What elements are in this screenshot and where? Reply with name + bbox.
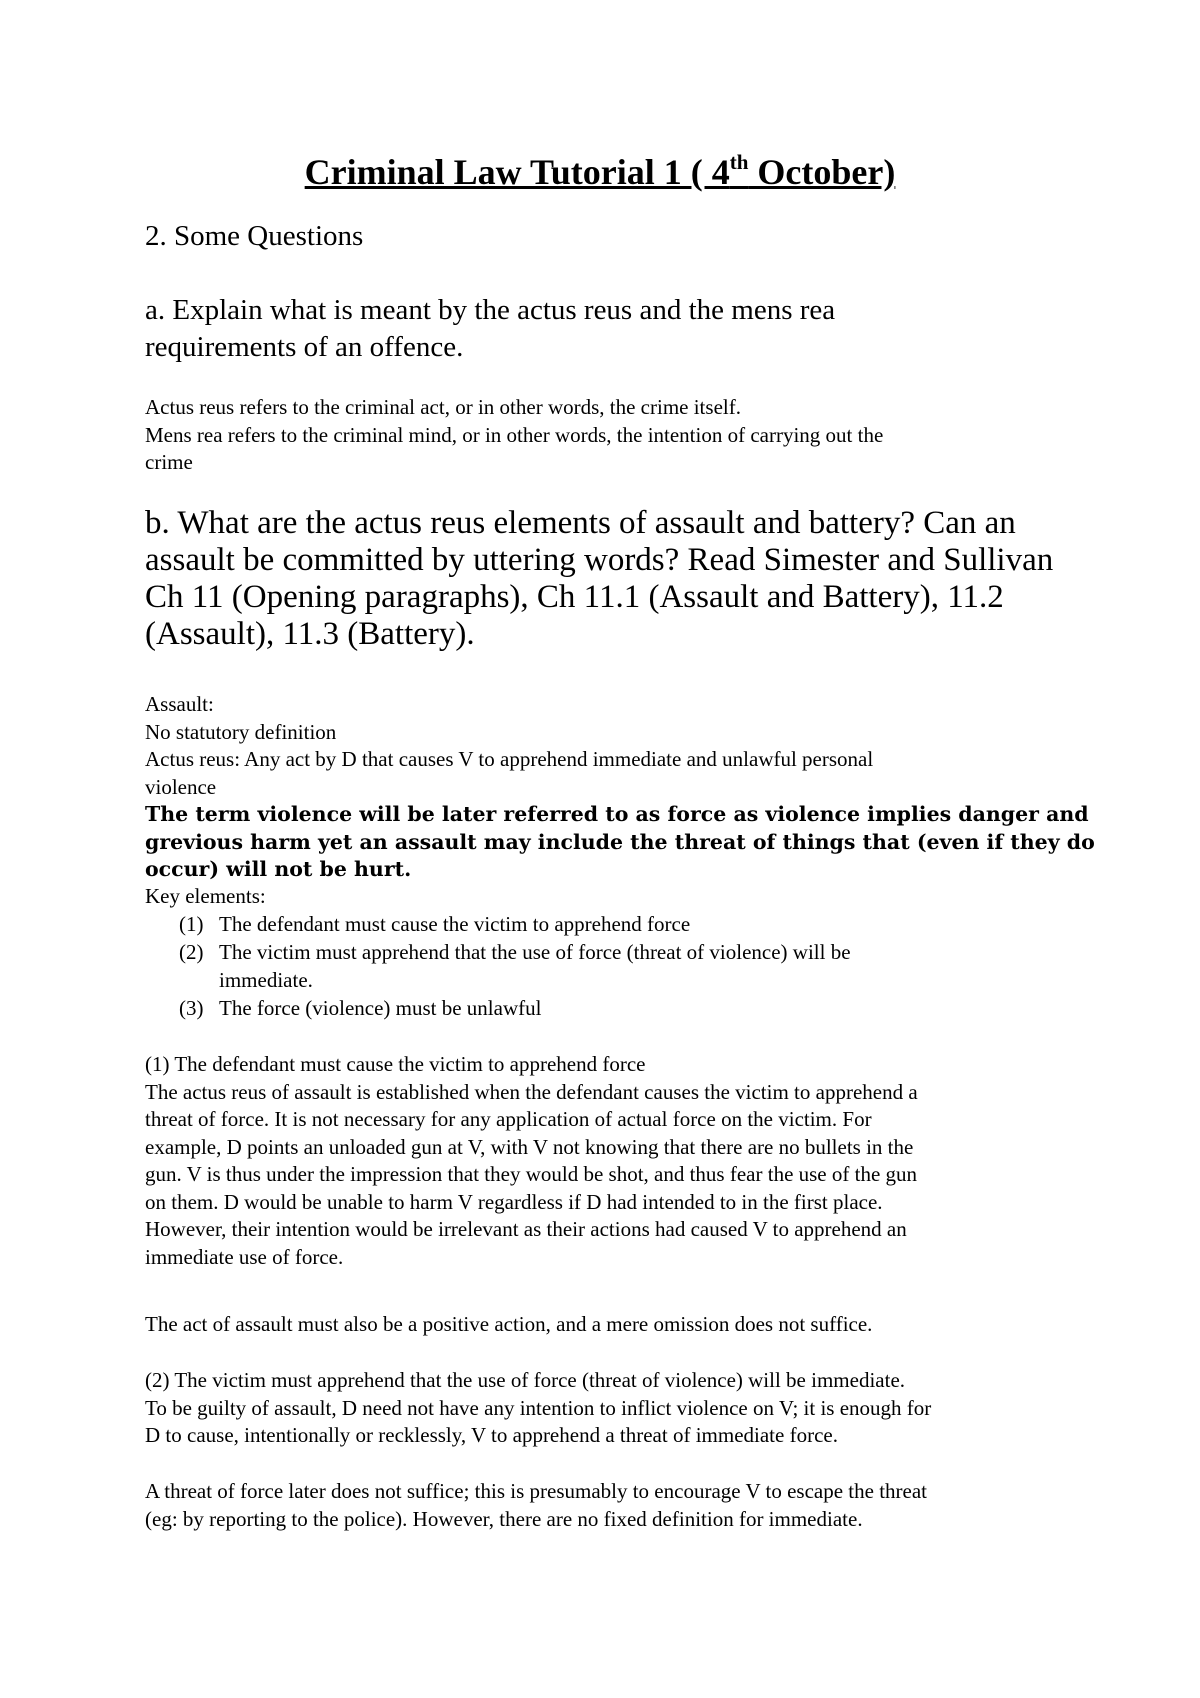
text-line: occur) will not be hurt. <box>145 857 412 881</box>
text-line: threat of force. It is not necessary for any application of actual force on the victim. For <box>145 1107 872 1131</box>
text-line: The term violence will be later referred to as force as violence implies danger and <box>145 802 1089 826</box>
text-line: Actus reus: Any act by D that causes V to apprehend immediate and unlawful personal <box>145 747 874 771</box>
text-line: However, their intention would be irrelevant as their actions had caused V to apprehend an <box>145 1217 907 1241</box>
text-line: (eg: by reporting to the police). However, there are no fixed definition for immediate. <box>145 1506 863 1531</box>
list-number: (2) <box>179 940 204 964</box>
assault-intro <box>145 691 1075 801</box>
page-title <box>0 150 1200 194</box>
text-line: The actus reus of assault is established when the defendant causes the victim to apprehend a <box>145 1079 918 1104</box>
text-line: immediate use of force. <box>145 1244 344 1269</box>
title-superscript: th <box>729 150 749 174</box>
list-text: The victim must apprehend that the use of force (threat of violence) will be <box>219 940 851 964</box>
list-text: The defendant must cause the victim to apprehend force <box>219 912 691 936</box>
list-number: (3) <box>179 996 204 1020</box>
question-b <box>145 505 1075 653</box>
text-line: Actus reus refers to the criminal act, or in other words, the crime itself. <box>145 395 741 419</box>
text-line: A threat of force later does not suffice; this is presumably to encourage V to escape the threat <box>145 1479 927 1503</box>
list-text: immediate. <box>219 968 313 992</box>
list-number: (1) <box>179 912 204 936</box>
text-line: a. Explain what is meant by the actus reus and the mens rea <box>145 294 836 326</box>
section-heading: 2. Some Questions <box>145 220 364 252</box>
text-line: gun. V is thus under the impression that they would be shot, and thus fear the use of the gun <box>145 1162 918 1186</box>
paragraph-threat-later <box>145 1478 1075 1533</box>
title-text-end: October) <box>748 152 896 192</box>
text-line: Mens rea refers to the criminal mind, or in other words, the intention of carrying out the <box>145 422 884 447</box>
text-line: Assault: <box>145 692 214 716</box>
text-line: grevious harm yet an assault may include the threat of things that (even if they do <box>145 829 1095 854</box>
paragraph-immediate-force <box>145 1051 1075 1271</box>
text-line: example, D points an unloaded gun at V, with V not knowing that there are no bullets in the <box>145 1134 914 1159</box>
paragraph-positive-action <box>145 1311 1075 1339</box>
text-line: (Assault), 11.3 (Battery). <box>145 616 475 652</box>
text-line: (2) The victim must apprehend that the use of force (threat of violence) will be immediate. <box>145 1368 906 1392</box>
text-line: crime <box>145 450 193 474</box>
question-a <box>145 292 1075 366</box>
key-elements-label: Key elements: <box>145 884 266 908</box>
text-line: D to cause, intentionally or recklessly, V to apprehend a threat of immediate force. <box>145 1423 838 1447</box>
text-line: assault be committed by uttering words? Read Simester and Sullivan <box>145 542 1054 578</box>
answer-a <box>145 394 1075 477</box>
text-line: (1) The defendant must cause the victim to apprehend force <box>145 1052 646 1076</box>
text-line: b. What are the actus reus elements of assault and battery? Can an <box>145 505 1016 541</box>
text-line: No statutory definition <box>145 719 337 744</box>
text-line: The act of assault must also be a positive action, and a mere omission does not suffice. <box>145 1312 873 1336</box>
list-text: The force (violence) must be unlawful <box>219 996 542 1020</box>
text-line: violence <box>145 774 217 799</box>
paragraph-immediacy <box>145 1367 1075 1450</box>
bold-note <box>145 801 1095 884</box>
text-line: requirements of an offence. <box>145 331 464 363</box>
text-line: Ch 11 (Opening paragraphs), Ch 11.1 (Assault and Battery), 11.2 <box>145 579 1004 615</box>
text-line: on them. D would be unable to harm V regardless if D had intended to in the first place. <box>145 1189 883 1214</box>
title-text: Criminal Law Tutorial 1 ( 4 <box>304 152 730 192</box>
text-line: To be guilty of assault, D need not have any intention to inflict violence on V; it is enough for <box>145 1395 932 1420</box>
